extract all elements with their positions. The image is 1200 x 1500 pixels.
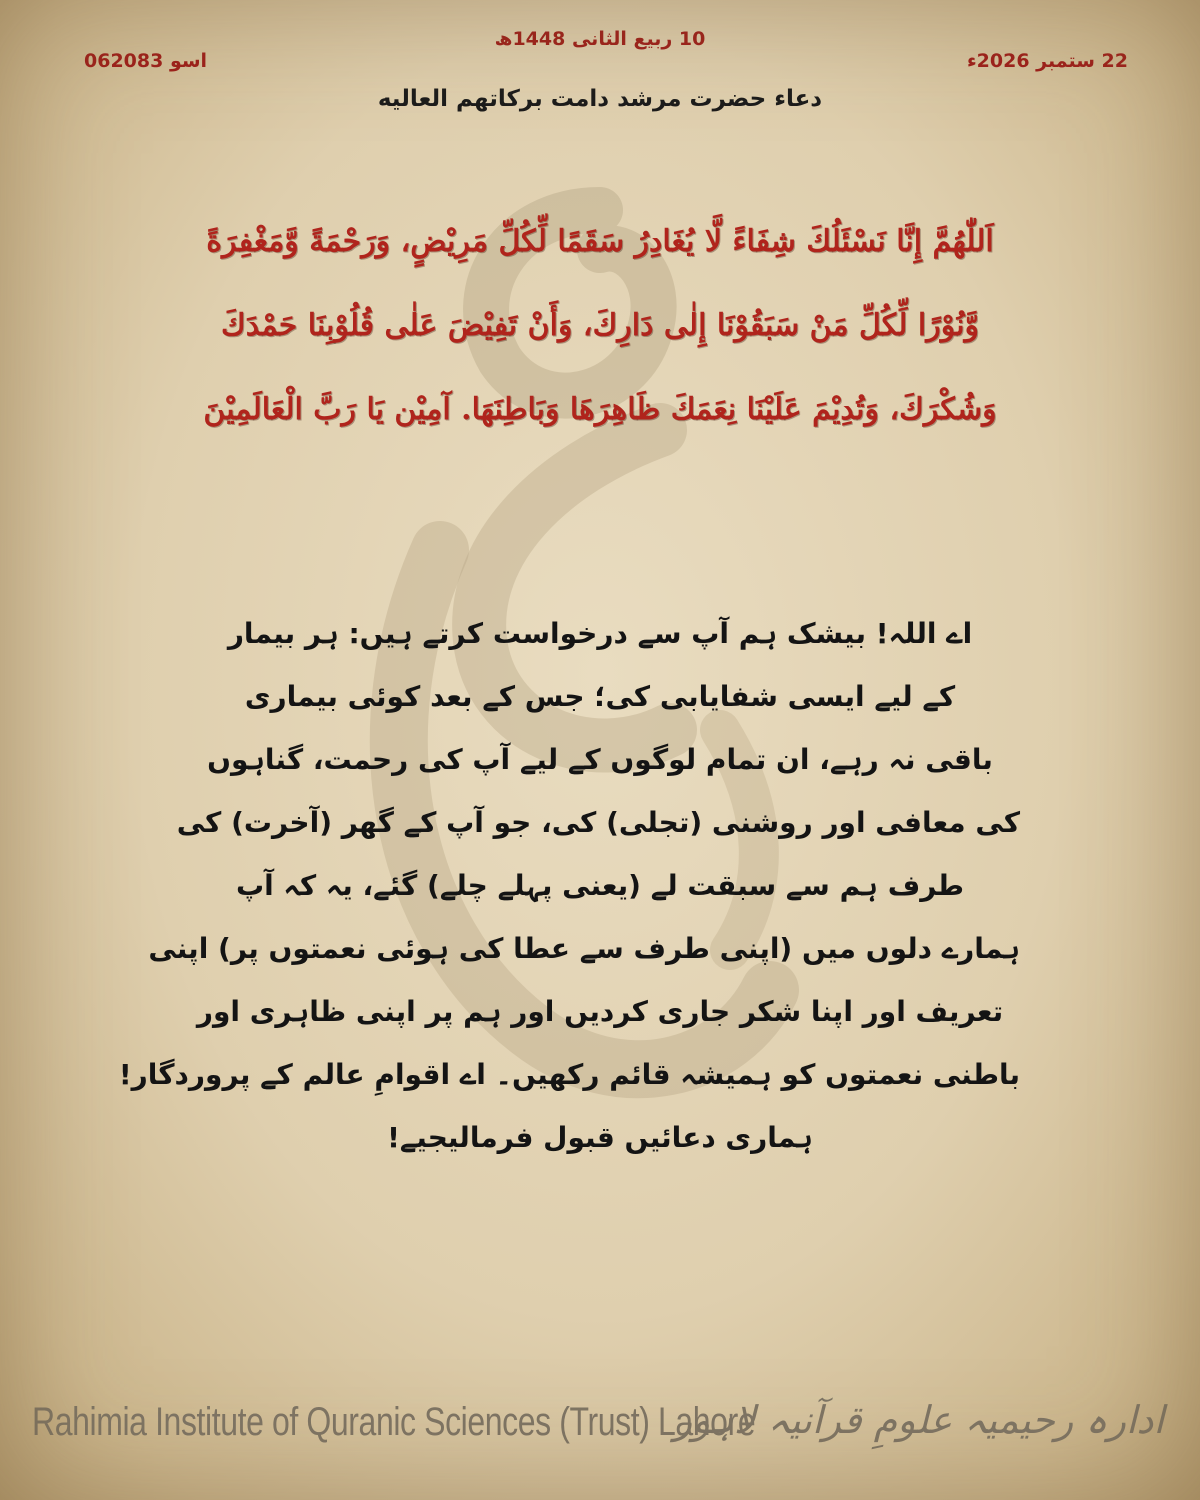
urdu-line: باطنی نعمتوں کو ہمیشہ قائم رکھیں۔ اے اقوامِ عالم کے پروردگار! <box>118 1058 1020 1091</box>
page-subtitle: دعاء حضرت مرشد دامت برکاتهم العالیه <box>377 86 823 112</box>
dua-arabic-line: وَّنُوْرًا لِّكُلِّ مَنْ سَبَقُوْنَا إِلٰى دَارِكَ، وَأَنْ تَفِيْضَ عَلٰى قُلُوْبِنَا حَمْدَكَ <box>220 308 980 343</box>
dua-arabic-text <box>60 200 1140 452</box>
institute-name-urdu: ادارہ رحیمیہ علومِ قرآنیہ لاہور <box>673 1398 1164 1442</box>
dua-arabic-line: وَشُكْرَكَ، وَتُدِيْمَ عَلَيْنَا نِعَمَكَ ظَاهِرَهَا وَبَاطِنَهَا. آمِيْن يَا رَبَّ الْعَالَمِيْنَ <box>203 392 997 427</box>
hijri-date: 10 ربیع الثانی 1448ھ <box>494 28 706 50</box>
urdu-line: کی معافی اور روشنی (تجلی) کی، جو آپ کے گھر (آخرت) کی <box>176 806 1020 839</box>
institute-name-english: Rahimia Institute of Quranic Sciences (Trust) Lahore <box>32 1400 756 1444</box>
urdu-line: تعریف اور اپنا شکر جاری کردیں اور ہم پر اپنی ظاہری اور <box>196 995 1004 1028</box>
urdu-line: اے اللہ! بیشک ہم آپ سے درخواست کرتے ہیں: ہر بیمار <box>227 617 973 650</box>
urdu-line: کے لیے ایسی شفایابی کی؛ جس کے بعد کوئی بیماری <box>244 680 956 713</box>
urdu-translation <box>118 602 1020 1169</box>
urdu-line: ہماری دعائیں قبول فرمالیجیے! <box>387 1121 813 1154</box>
dua-arabic-line: اَللّٰهُمَّ إِنَّا نَسْئَلُكَ شِفَاءً لَّا يُغَادِرُ سَقَمًا لِّكُلِّ مَرِيْضٍ، وَرَحْمَةً وَّمَغْفِرَةً <box>206 224 994 259</box>
bikrami-date: 06اسو 2083 <box>84 50 208 72</box>
urdu-line: طرف ہم سے سبقت لے (یعنی پہلے چلے) گئے، یہ کہ آپ <box>235 869 965 902</box>
urdu-line: ہمارے دلوں میں (اپنی طرف سے عطا کی ہوئی نعمتوں پر) اپنی <box>148 932 1020 965</box>
urdu-line: باقی نہ رہے، ان تمام لوگوں کے لیے آپ کی رحمت، گناہوں <box>207 743 993 776</box>
gregorian-date: 22 ستمبر 2026ء <box>966 50 1128 72</box>
